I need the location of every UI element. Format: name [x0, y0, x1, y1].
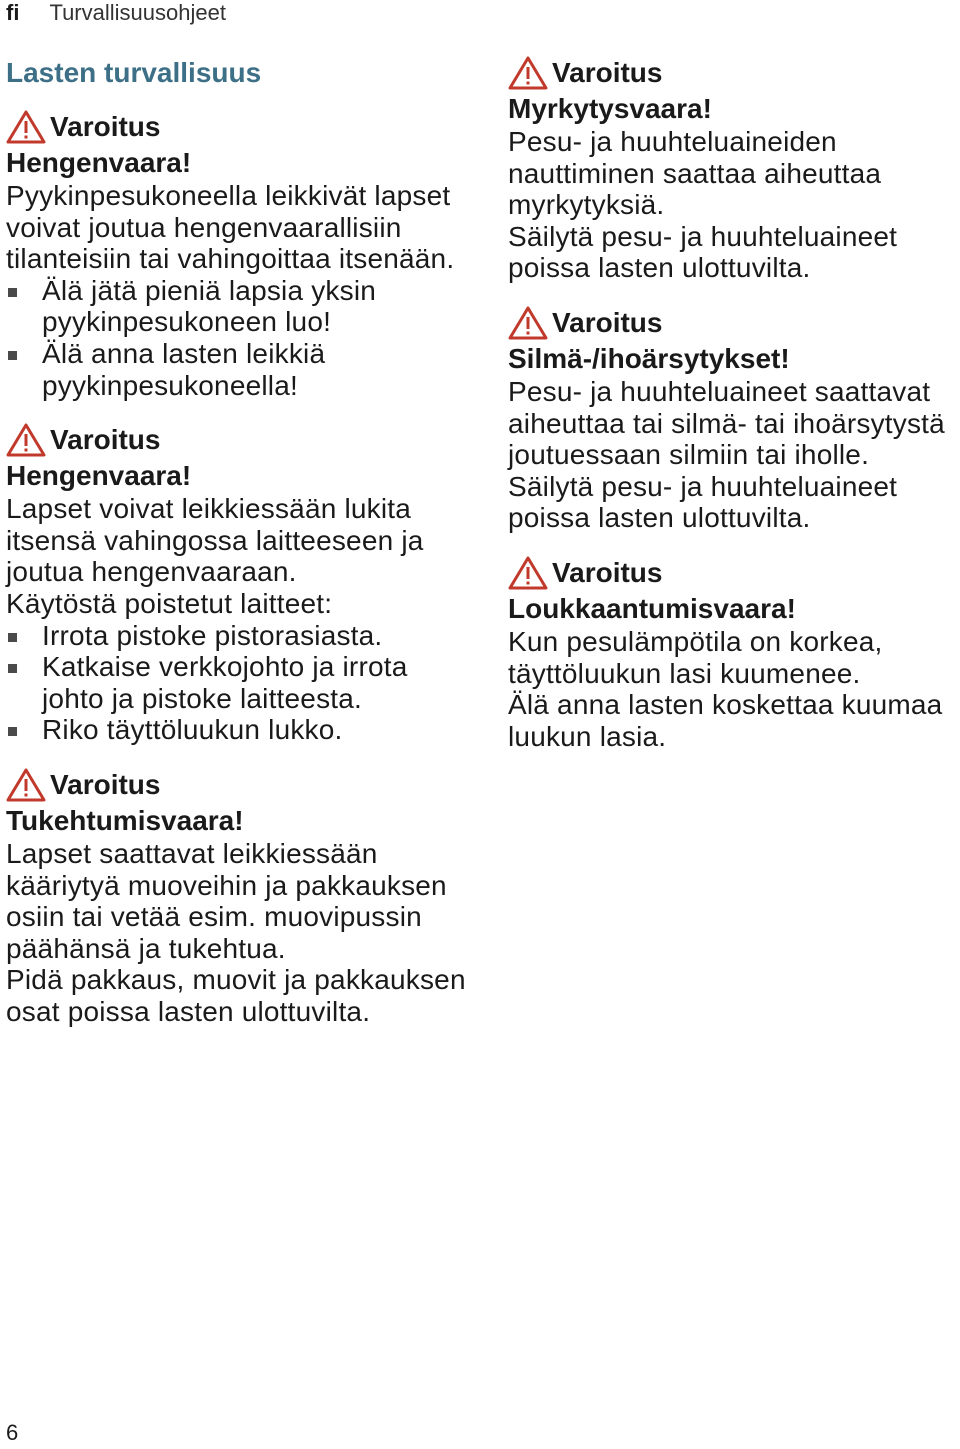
hazard-title: Tukehtumisvaara! — [6, 804, 244, 836]
list-item-text: Älä jätä pieniä lapsia yksin pyykinpesukoneen luo! — [42, 274, 377, 338]
list-item — [6, 338, 468, 401]
warning-text: Pidä pakkaus, muovit ja pakkauksen osat poissa lasten ulottuvilta. — [6, 964, 466, 1027]
warning-text: Säilytä pesu- ja huuhteluaineet poissa lasten ulottuvilta. — [508, 220, 898, 284]
warning-block — [6, 108, 468, 401]
bullet-square-icon — [8, 727, 17, 736]
warning-header — [508, 54, 956, 92]
right-column — [508, 54, 956, 772]
bullet-square-icon — [8, 633, 17, 642]
warning-triangle-icon — [508, 556, 548, 590]
page-number: 6 — [6, 1420, 19, 1445]
warning-text: Pyykinpesukoneella leikkivät lapset voivat joutua hengenvaarallisiin tilanteisiin tai vahingoittaa itsenään. — [6, 180, 455, 275]
hazard-title: Hengenvaara! — [6, 460, 192, 492]
warning-text: Lapset saattavat leikkiessään kääriytyä muoveihin ja pakkauksen osiin tai vetää esim. muovipussin päähänsä ja tukehtua. — [6, 837, 447, 964]
warning-text: Pesu- ja huuhteluaineet saattavat aiheuttaa tai silmä- tai ihoärsytystä joutuessaan silmiin tai iholle. — [508, 375, 945, 471]
hazard-title: Hengenvaara! — [6, 147, 192, 178]
list-item — [6, 651, 468, 714]
hazard-title: Loukkaantumisvaara! — [508, 592, 796, 624]
warning-text: Kun pesulämpötila on korkea, täyttöluukun lasi kuumenee. — [508, 625, 883, 689]
language-code: fi — [6, 0, 20, 25]
warning-label: Varoitus — [50, 768, 161, 800]
warning-label: Varoitus — [50, 111, 161, 142]
warning-text: Säilytä pesu- ja huuhteluaineet poissa lasten ulottuvilta. — [508, 470, 898, 534]
list-item — [6, 275, 468, 338]
bullet-square-icon — [8, 664, 17, 673]
warning-text: Pesu- ja huuhteluaineiden nauttiminen saattaa aiheuttaa myrkytyksiä. — [508, 126, 882, 221]
bullet-square-icon — [8, 288, 17, 297]
warning-text: Käytöstä poistetut laitteet: — [6, 587, 333, 619]
warning-block — [508, 304, 956, 534]
page-header — [6, 0, 226, 26]
warning-header — [508, 304, 956, 342]
warning-header — [6, 766, 468, 804]
bullet-square-icon — [8, 351, 17, 360]
hazard-title: Silmä-/ihoärsytykset! — [508, 342, 790, 374]
warning-label: Varoitus — [552, 306, 663, 338]
warning-header — [6, 108, 468, 146]
list-item-text: Irrota pistoke pistorasiasta. — [42, 619, 383, 651]
warning-header — [508, 554, 956, 592]
warning-text: Älä anna lasten koskettaa kuumaa luukun lasia. — [508, 689, 943, 752]
warning-triangle-icon — [6, 768, 46, 802]
list-item-text: Riko täyttöluukun lukko. — [42, 714, 343, 746]
warning-triangle-icon — [508, 56, 548, 90]
list-item-text: Katkaise verkkojohto ja irrota johto ja pistoke laitteesta. — [42, 651, 408, 714]
warning-block — [6, 766, 468, 1028]
warning-label: Varoitus — [552, 57, 663, 88]
warning-block — [508, 554, 956, 752]
warning-text: Lapset voivat leikkiessään lukita itsensä vahingossa laitteeseen ja joutua hengenvaaraan. — [6, 493, 424, 588]
list-item — [6, 620, 468, 652]
left-column — [6, 56, 468, 1047]
list-item-text: Älä anna lasten leikkiä pyykinpesukoneella! — [42, 337, 326, 401]
warning-triangle-icon — [6, 423, 46, 457]
bullet-list — [6, 620, 468, 746]
section-title: Lasten turvallisuus — [6, 57, 262, 88]
hazard-title: Myrkytysvaara! — [508, 93, 712, 124]
bullet-list — [6, 275, 468, 401]
warning-triangle-icon — [6, 110, 46, 144]
warning-label: Varoitus — [50, 424, 161, 456]
header-title: Turvallisuusohjeet — [49, 0, 226, 25]
warning-triangle-icon — [508, 306, 548, 340]
warning-block — [6, 421, 468, 746]
warning-header — [6, 421, 468, 459]
warning-label: Varoitus — [552, 556, 663, 588]
list-item — [6, 714, 468, 746]
warning-block — [508, 54, 956, 284]
